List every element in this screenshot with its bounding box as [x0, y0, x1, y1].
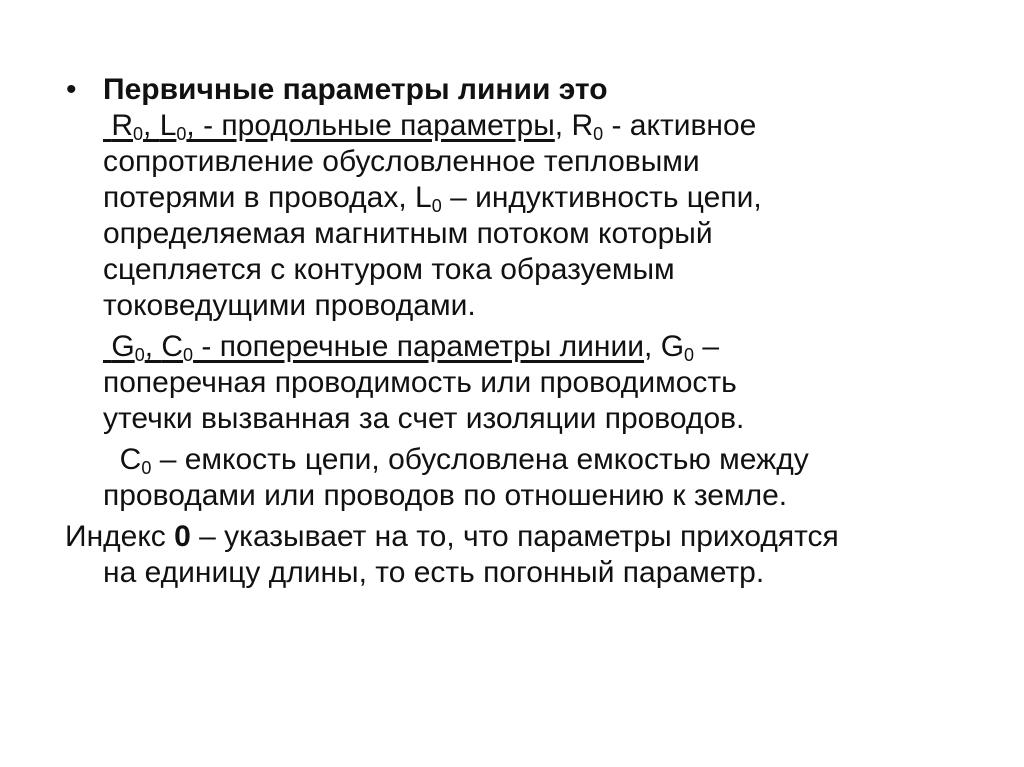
p3-line-1: $C_0$ – емкость цепи, обусловлена емкостью между: [119, 443, 809, 478]
p1-line-5: сцепляется с контуром тока образуемым: [103, 253, 675, 286]
bullet-marker: •: [66, 73, 77, 106]
p1-line-2: сопротивление обусловленное тепловыми: [103, 145, 700, 178]
slide-content: [0, 72, 1000, 591]
p2-line-3: утечки вызванная за счет изоляции проводов.: [103, 402, 745, 435]
p3-line-2: проводами или проводов по отношению к земле.: [103, 479, 788, 512]
p2-line-2: поперечная проводимость или проводимость: [103, 366, 737, 399]
p4-line-2: на единицу длины, то есть погонный параметр.: [103, 556, 765, 589]
p1-line-3: потерями в проводах, $L_0$ – индуктивность цепи,: [103, 181, 762, 216]
p4-line-1: Индекс 0 – указывает на то, что параметры приходятся: [65, 520, 839, 553]
transverse-params-term: $G_0$, $C_0$ - поперечные параметры линии: [111, 330, 645, 365]
longitudinal-params-term: $R_0$, $L_0$, - продольные параметры: [111, 109, 555, 144]
slide-title: Первичные параметры линии это: [103, 73, 608, 106]
p2-line-1: $G_0$, $C_0$ - поперечные параметры линии, $G_0$ –: [0, 329, 1000, 365]
p1-line-6: токоведущими проводами.: [103, 289, 476, 322]
p1-line-1: $R_0$, $L_0$, - продольные параметры, $R_0$ - активное: [0, 108, 1000, 144]
p1-line-4: определяемая магнитным потоком который: [103, 217, 713, 250]
